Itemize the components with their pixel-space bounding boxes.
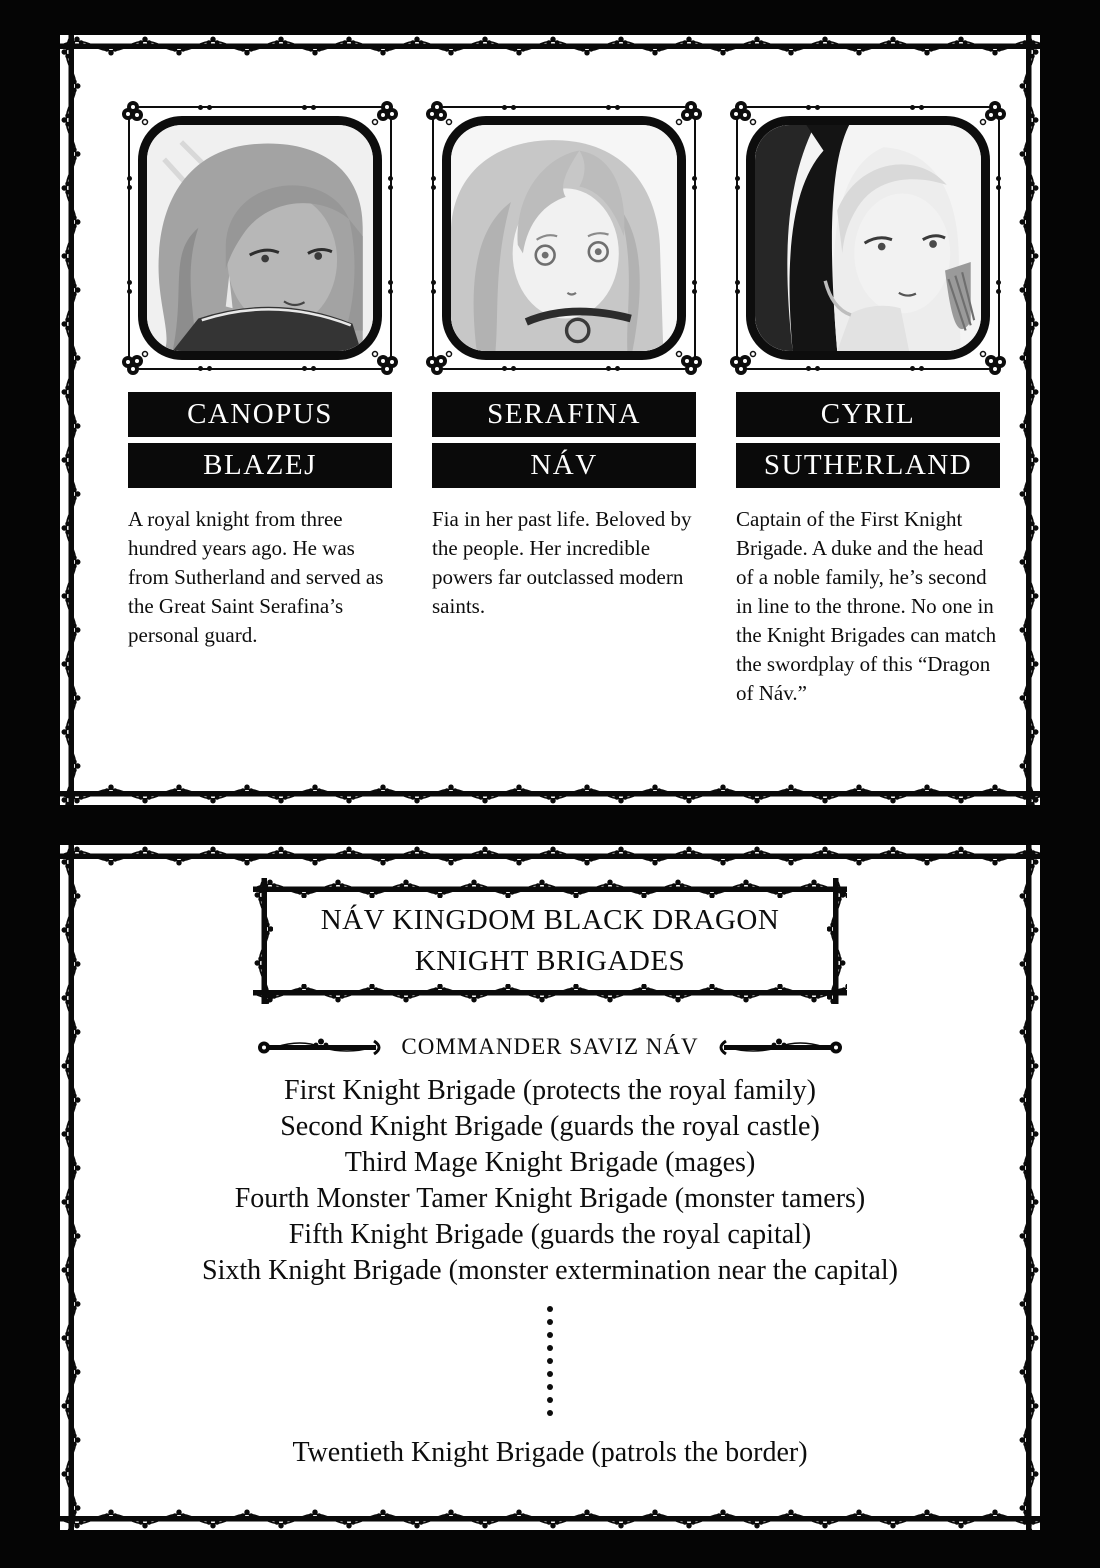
corner-clover-icon [730, 346, 760, 376]
edge-dots-icon [692, 176, 697, 181]
titlebox-border-right-icon [827, 878, 847, 1004]
edge-dots-icon [996, 280, 1001, 285]
portrait-frame [128, 106, 392, 370]
character-description: Captain of the First Knight Brigade. A duke and the head of a noble family, he’s second in line to the throne. No one in the Knight Brigades can match the swordplay of this “Dragon of Náv.” [736, 507, 997, 705]
edge-dots-icon [198, 366, 203, 371]
brigades-title-line1: NÁV KINGDOM BLACK DRAGON [320, 904, 780, 936]
edge-dots-icon [692, 280, 697, 285]
corner-clover-icon [426, 100, 456, 130]
ellipsis-dot [547, 1410, 553, 1416]
edge-dots-icon [127, 280, 132, 285]
character-card-cyril [736, 106, 1000, 729]
titlebox-border-top-icon [253, 878, 847, 898]
corner-clover-icon [976, 100, 1006, 130]
character-description: Fia in her past life. Beloved by the people. Her incredible powers far outclassed modern saints. [432, 507, 692, 618]
name-plate [128, 392, 392, 437]
character-name-line2: BLAZEJ [203, 449, 317, 481]
corner-clover-icon [426, 346, 456, 376]
edge-dots-icon [735, 176, 740, 181]
brigade-list-item: Fifth Knight Brigade (guards the royal capital) [288, 1219, 812, 1250]
knight-brigades-panel [60, 845, 1040, 1530]
ellipsis-dot [547, 1345, 553, 1351]
commander-row [60, 1034, 1040, 1060]
character-profiles-panel [60, 35, 1040, 805]
ellipsis-dot [547, 1319, 553, 1325]
ornamental-border-left-icon [60, 845, 82, 1530]
edge-dots-icon [735, 280, 740, 285]
portrait-frame [432, 106, 696, 370]
edge-dots-icon [431, 280, 436, 285]
portrait-image-cyril [746, 116, 990, 360]
scroll-ornament-icon [256, 1037, 386, 1057]
edge-dots-icon [806, 105, 811, 110]
commander-label: COMMANDER SAVIZ NÁV [401, 1034, 699, 1059]
character-card-canopus [128, 106, 392, 729]
ornamental-border-right-icon [1018, 35, 1040, 805]
brigade-list-item: First Knight Brigade (protects the royal family) [284, 1075, 816, 1106]
ellipsis-dot [547, 1306, 553, 1312]
brigade-list [60, 1073, 1040, 1289]
titlebox-border-left-icon [253, 878, 273, 1004]
ellipsis-dot [547, 1371, 553, 1377]
edge-dots-icon [806, 366, 811, 371]
ornamental-border-top-icon [60, 845, 1040, 867]
ellipsis-dot [547, 1397, 553, 1403]
ornamental-border-right-icon [1018, 845, 1040, 1530]
brigade-list-last-item: Twentieth Knight Brigade (patrols the border) [292, 1437, 808, 1468]
edge-dots-icon [302, 366, 307, 371]
portrait-image-serafina [442, 116, 686, 360]
ellipsis-dot [547, 1384, 553, 1390]
brigade-list-item: Third Mage Knight Brigade (mages) [344, 1147, 756, 1178]
edge-dots-icon [127, 176, 132, 181]
edge-dots-icon [388, 280, 393, 285]
ellipsis-dots [60, 1306, 1040, 1416]
character-name-line1: SERAFINA [487, 398, 641, 430]
corner-clover-icon [368, 346, 398, 376]
corner-clover-icon [122, 346, 152, 376]
edge-dots-icon [502, 105, 507, 110]
corner-clover-icon [122, 100, 152, 130]
edge-dots-icon [302, 105, 307, 110]
character-name-line2: NÁV [530, 449, 598, 481]
corner-clover-icon [730, 100, 760, 130]
character-name-line1: CYRIL [820, 398, 916, 430]
character-description: A royal knight from three hundred years ago. He was from Sutherland and served as the Great Saint Serafina’s personal guard. [128, 507, 384, 647]
character-name-line2: SUTHERLAND [763, 449, 973, 481]
ornamental-border-left-icon [60, 35, 82, 805]
ellipsis-dot [547, 1332, 553, 1338]
ornamental-border-top-icon [60, 35, 1040, 57]
edge-dots-icon [910, 366, 915, 371]
ornamental-border-bottom-icon [60, 1508, 1040, 1530]
portrait-frame [736, 106, 1000, 370]
brigade-list-item: Second Knight Brigade (guards the royal castle) [280, 1111, 820, 1142]
edge-dots-icon [606, 105, 611, 110]
brigade-list-item: Fourth Monster Tamer Knight Brigade (monster tamers) [234, 1183, 866, 1214]
corner-clover-icon [672, 100, 702, 130]
edge-dots-icon [996, 176, 1001, 181]
edge-dots-icon [431, 176, 436, 181]
scroll-ornament-icon [714, 1037, 844, 1057]
portrait-image-canopus [138, 116, 382, 360]
corner-clover-icon [672, 346, 702, 376]
corner-clover-icon [976, 346, 1006, 376]
name-plate [432, 392, 696, 437]
brigades-title-box [253, 878, 847, 1004]
name-plate [736, 443, 1000, 488]
edge-dots-icon [606, 366, 611, 371]
edge-dots-icon [198, 105, 203, 110]
ornamental-border-bottom-icon [60, 783, 1040, 805]
name-plate [432, 443, 696, 488]
edge-dots-icon [910, 105, 915, 110]
titlebox-border-bottom-icon [253, 984, 847, 1004]
corner-clover-icon [368, 100, 398, 130]
name-plate [736, 392, 1000, 437]
edge-dots-icon [502, 366, 507, 371]
character-card-serafina [432, 106, 696, 729]
name-plate [128, 443, 392, 488]
brigades-title-line2: KNIGHT BRIGADES [414, 945, 686, 977]
character-name-line1: CANOPUS [187, 398, 333, 430]
ellipsis-dot [547, 1358, 553, 1364]
edge-dots-icon [388, 176, 393, 181]
brigade-list-item: Sixth Knight Brigade (monster extermination near the capital) [202, 1255, 898, 1286]
